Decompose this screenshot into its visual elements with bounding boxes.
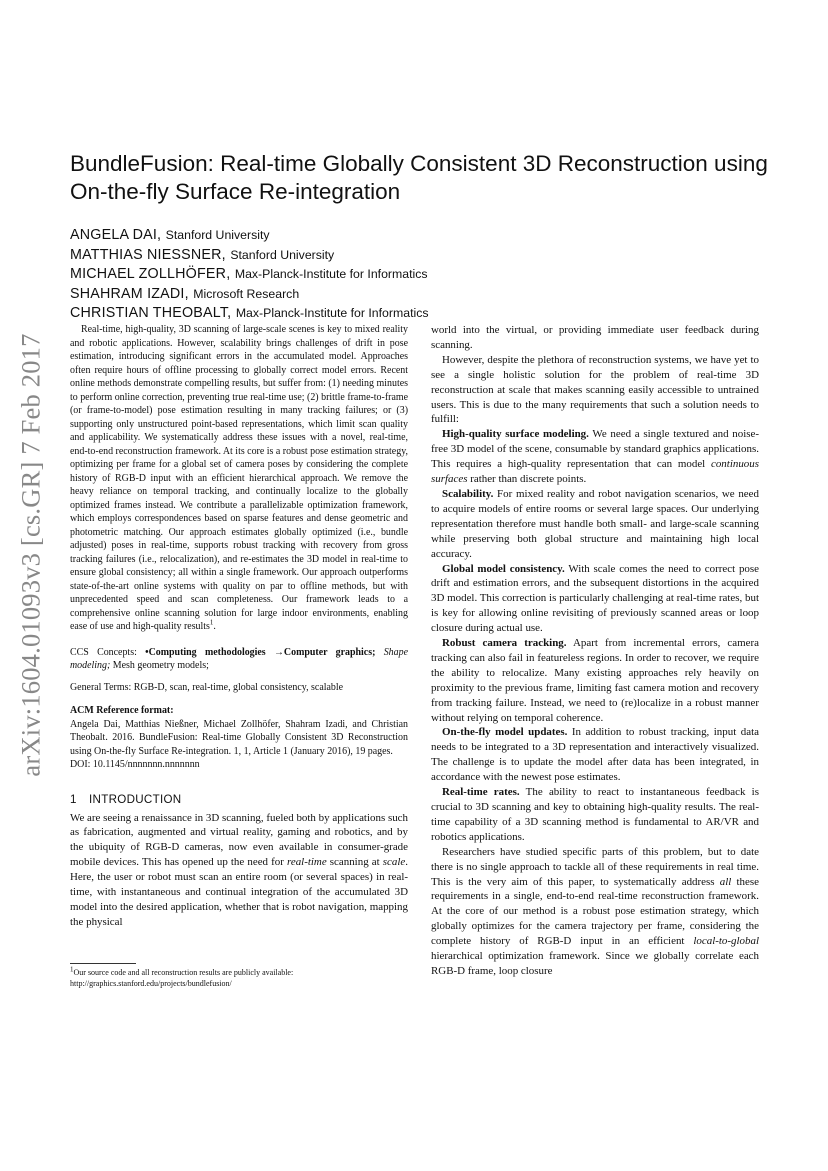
author-name: ANGELA DAI, [70, 227, 162, 243]
footnote-marker: 1 [209, 618, 214, 627]
intro-paragraph: We are seeing a renaissance in 3D scanning, fueled both by applications such as fabrication, augmented and virtual reality, gaming and robotics, and by the ubiquity of RGB-D cameras, now even available in consumer-grade mobile devices. This has opened up the need for real-time scanning at scale. Here, the user or robot must scan an entire room (or several spaces) in real-time, with instantaneous and continual integration of the accumulated 3D model into the desired application, whether that is robot navigation, mapping the physical [70, 811, 408, 929]
author-affiliation: Stanford University [165, 228, 270, 242]
abstract [70, 323, 408, 634]
author-entry [70, 225, 770, 245]
footnote [70, 963, 408, 989]
author-entry [70, 264, 770, 284]
author-entry [70, 245, 770, 265]
author-affiliation: Max-Planck-Institute for Informatics [234, 267, 428, 281]
author-name: CHRISTIAN THEOBALT, [70, 305, 232, 321]
requirement-paragraph: On-the-fly model updates. In addition to robust tracking, input data needs to be integrated to a 3D representation and interactively visualized. The challenge is to update the model after data has been integrated, in accordance with the newest pose estimates. [431, 726, 759, 784]
right-column [431, 323, 759, 979]
paragraph-heading: Global model consistency. [442, 562, 565, 575]
author-name: MATTHIAS NIESSNER, [70, 246, 226, 263]
arxiv-stamp-text: arXiv:1604.01093v3 [cs.GR] 7 Feb 2017 [15, 333, 46, 777]
footnote-rule [70, 963, 136, 964]
abstract-text: Real-time, high-quality, 3D scanning of large-scale scenes is key to mixed reality and robotic applications. However, scalability brings challenges of drift in pose estimation, introducing significant errors in the accumulated model. Approaches often require hours of offline processing to globally correct model errors. Recent online methods demonstrate compelling results, but suffer from: (1) needing minutes to perform online correction, preventing true real-time use; (2) brittle frame-to-frame (or frame-to-model) pose estimation resulting in many tracking failures; or (3) supporting only unstructured point-based representations, which limit scan quality and applicability. We systematically address these issues with a novel, real-time, end-to-end reconstruction framework. At its core is a robust pose estimation strategy, optimizing per frame for a global set of camera poses by considering the complete history of RGB-D input with an efficient hierarchical approach. We remove the heavy reliance on temporal tracking, and continually localize to the globally optimized frames instead. We contribute a parallelizable optimization framework, which employs correspondences based on sparse features and dense geometric and photometric matching. Our approach estimates globally optimized (i.e., bundle adjusted) poses in real-time, supports robust tracking with recovery from gross tracking failures (i.e., relocalization), and re-estimates the 3D model in real-time to ensure global consistency; all within a single framework. Our approach outperforms state-of-the-art online systems with quality on par to offline methods, but with unprecedented speed and scan completeness. Our framework leads to a comprehensive online scanning solution for large indoor environments, enabling ease of use and high-quality results$^1$. [70, 324, 409, 632]
author-entry [70, 284, 770, 304]
section-heading [70, 793, 408, 806]
section-number: 1 [70, 792, 77, 806]
author-affiliation: Stanford University [230, 247, 335, 262]
general-terms: General Terms: RGB-D, scan, real-time, global consistency, scalable [70, 681, 344, 693]
ccs-concepts: CCS Concepts: •Computing methodologies →Computer graphics; Shape modeling; Mesh geometry models; [70, 646, 408, 671]
section-title: INTRODUCTION [89, 792, 182, 806]
author-entry [70, 303, 770, 323]
paragraph: world into the virtual, or providing immediate user feedback during scanning. [431, 324, 759, 351]
paper-title: BundleFusion: Real-time Globally Consistent 3D Reconstruction using On-the-fly Surface Re-integration [70, 151, 768, 204]
author-name: SHAHRAM IZADI, [70, 285, 189, 302]
requirement-paragraph: Global model consistency. With scale comes the need to correct pose drift and estimation errors, and the subsequent distortions in the acquired 3D model. This correction is particularly challenging at real-time rates, but is key for allowing online revisiting of previously scanned areas or loop closure during actual use. [431, 562, 759, 635]
author-affiliation: Max-Planck-Institute for Informatics [235, 306, 429, 320]
acm-reference-text: Angela Dai, Matthias Nießner, Michael Zollhöfer, Shahram Izadi, and Christian Theobalt. 2016. BundleFusion: Real-time Globally Consistent 3D Reconstruction using On-the-fly Surface Re-integration. 1, 1, Article 1 (January 2016), 19 pages. [70, 718, 408, 757]
footnote-url: http://graphics.stanford.edu/projects/bundlefusion/ [70, 979, 232, 988]
paragraph-heading: On-the-fly model updates. [442, 726, 568, 739]
doi: DOI: 10.1145/nnnnnnn.nnnnnnn [70, 759, 200, 770]
paragraph: Researchers have studied specific parts of this problem, but to date there is no single approach to tackle all of these requirements in real time. This is the very aim of this paper, to systematically address all these requirements in a single, end-to-end real-time reconstruction framework. At the core of our method is a robust pose estimation strategy, which globally optimizes for the camera trajectory per frame, considering the complete history of RGB-D input in an efficient local-to-global hierarchical optimization framework. Since we globally correlate each RGB-D frame, loop closure [431, 845, 759, 977]
paragraph-heading: Real-time rates. [442, 786, 520, 799]
left-column [70, 323, 408, 930]
requirement-paragraph: Real-time rates. The ability to react to instantaneous feedback is crucial to 3D scanning and key to obtaining high-quality results. The real-time capability of a 3D scanning method is fundamental to AR/VR and robotics applications. [431, 786, 759, 843]
author-name: MICHAEL ZOLLHÖFER, [70, 266, 231, 282]
requirement-paragraph: Scalability. For mixed reality and robot navigation scenarios, we need to acquire models of entire rooms or several large spaces. Our underlying representation therefore must handle both small- and large-scale scanning while preserving both global structure and maintaining high local accuracy. [431, 487, 759, 560]
acm-reference-heading: ACM Reference format: [70, 705, 174, 716]
paragraph-heading: Robust camera tracking. [442, 637, 567, 650]
author-list [70, 225, 770, 323]
paragraph-heading: High-quality surface modeling. [442, 428, 589, 441]
paragraph: However, despite the plethora of reconstruction systems, we have yet to see a single holistic solution for the problem of real-time 3D reconstruction at scale that makes scanning easily accessible to untrained users. This is due to the many requirements that such a solution needs to fulfill: [431, 353, 759, 426]
author-affiliation: Microsoft Research [193, 286, 300, 301]
arxiv-stamp [11, 315, 51, 795]
introduction [70, 811, 408, 931]
paragraph-heading: Scalability. [442, 487, 494, 500]
footnote-text: $^1$Our source code and all reconstruction results are publicly available: [70, 965, 294, 977]
requirement-paragraph: Robust camera tracking. Apart from incremental errors, camera tracking can also fail in featureless regions. In order to recover, we require the ability to relocalize. Many existing approaches rely heavily on proximity to the previous frame, limiting fast camera motion and recovery from tracking failure. Instead, we need to (re)localize in a robust manner without relying on temporal coherence. [431, 637, 759, 724]
requirement-paragraph: High-quality surface modeling. We need a single textured and noise-free 3D model of the scene, consumable by standard graphics applications. This requires a high-quality representation that can model continuous surfaces rather than discrete points. [431, 428, 759, 486]
